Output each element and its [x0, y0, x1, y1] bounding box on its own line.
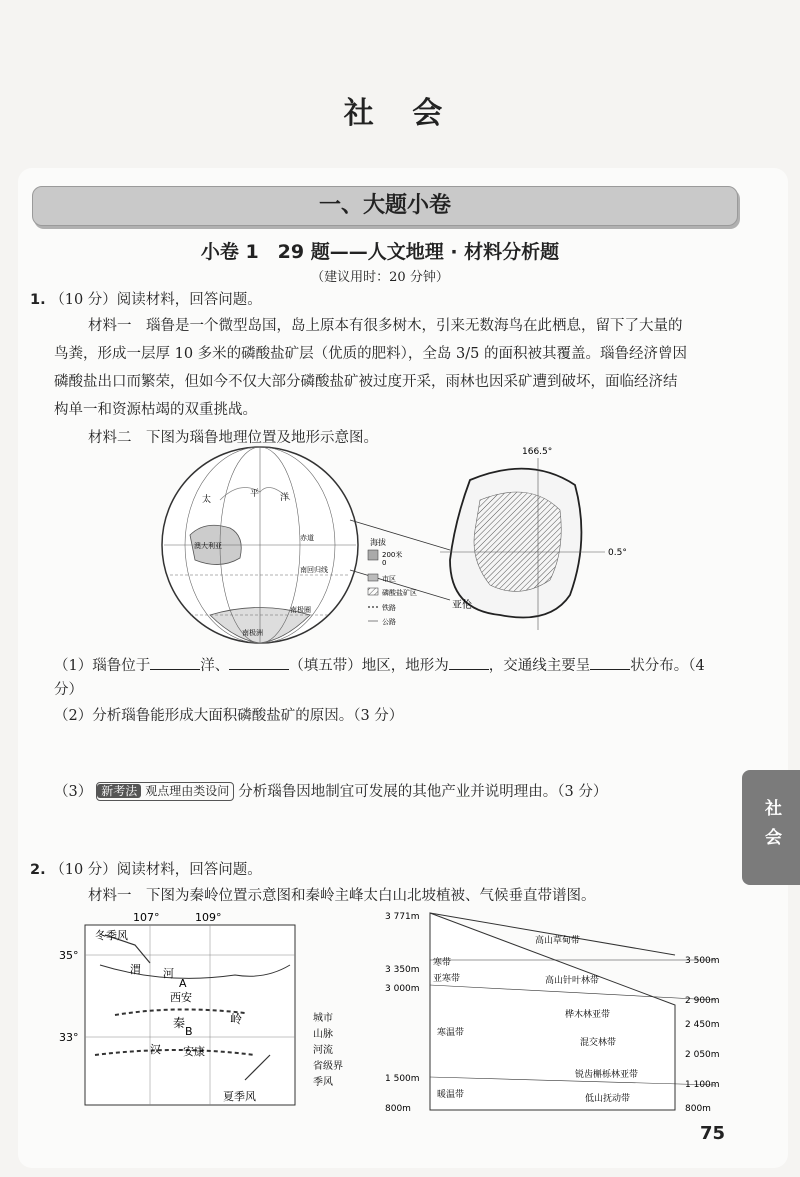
climate-subcold: 亚寒带	[433, 974, 461, 984]
label-wei: 渭	[130, 963, 141, 976]
veg-alpine-conifer: 高山针叶林带	[545, 976, 600, 986]
q1-material1-line2: 鸟粪，形成一层厚 10 多米的磷酸盐矿层（优质的肥料），全岛 3/5 的面积被其覆盖。瑙鲁经济曾因	[54, 346, 687, 362]
right-elev-2900: 2 900m	[685, 996, 720, 1006]
time-hint: （建议用时：20 分钟）	[311, 270, 449, 285]
label-han: 汉	[150, 1043, 161, 1056]
q1-part3: （3） 新考法 观点理由类设问 分析瑙鲁因地制宜可发展的其他产业并说明理由。（3 分）	[54, 784, 608, 800]
q1-header	[30, 290, 262, 310]
globe-label-equator: 赤道	[300, 534, 314, 542]
label-winter-monsoon: 冬季风	[95, 929, 128, 942]
island-map	[368, 447, 627, 630]
label-qin: 秦	[173, 1016, 186, 1030]
globe-label-tai: 太	[202, 495, 212, 505]
page-subject-title: 社 会	[343, 96, 457, 131]
lon-107: 107°	[133, 911, 160, 924]
q1-part2: （2）分析瑙鲁能形成大面积磷酸盐矿的原因。（3 分）	[54, 708, 404, 724]
lat-33: 33°	[59, 1031, 79, 1044]
island-town: 亚伦	[452, 600, 472, 611]
globe-label-antarctic-circle: 南极圈	[290, 606, 311, 614]
legend-border: 省级界	[313, 1061, 343, 1072]
lon-109: 109°	[195, 911, 222, 924]
legend-elevation: 海拔	[370, 538, 386, 547]
right-elev-800: 800m	[685, 1104, 711, 1114]
q1-part1: （1）瑙鲁位于 洋、 （填五带）地区，地形为 ，交通线主要呈 状分布。（4	[54, 658, 705, 674]
qinling-location-map	[55, 905, 375, 1115]
veg-alpine-meadow: 高山草甸带	[535, 936, 581, 946]
label-ling: 岭	[230, 1012, 243, 1026]
island-longitude: 166.5°	[522, 447, 553, 457]
legend-monsoon: 季风	[313, 1077, 333, 1088]
climate-cold: 寒带	[433, 958, 452, 968]
legend-city: 市区	[382, 575, 396, 583]
left-elev-3771: 3 771m	[385, 912, 420, 922]
globe-map	[162, 447, 358, 643]
q1-intro: （10 分）阅读材料，回答问题。	[50, 292, 262, 308]
q2-number: 2.	[30, 862, 46, 878]
q2-intro: （10 分）阅读材料，回答问题。	[50, 862, 262, 878]
label-a: A	[179, 977, 187, 990]
label-summer-monsoon: 夏季风	[223, 1090, 256, 1103]
q1-material1-line3: 磷酸盐出口而繁荣，但如今不仅大部分磷酸盐矿被过度开采，雨林也因采矿遭到破坏，面临经济结	[54, 374, 678, 390]
legend-phosphate: 磷酸盐矿区	[382, 589, 417, 597]
q1-material1-line4: 构单一和资源枯竭的双重挑战。	[54, 402, 257, 418]
label-b: B	[185, 1025, 193, 1038]
climate-warmtemperate: 暖温带	[437, 1090, 465, 1100]
new-method-badge: 新考法 观点理由类设问	[96, 782, 234, 801]
veg-mixed: 混交林带	[580, 1038, 617, 1048]
q1-number: 1.	[30, 292, 46, 308]
legend-mountain: 山脉	[313, 1029, 333, 1040]
section-banner: 一、大题小卷	[32, 186, 738, 226]
right-elev-2050: 2 050m	[685, 1050, 720, 1060]
island-latitude: 0.5°	[608, 548, 627, 558]
veg-birch: 桦木林亚带	[565, 1010, 611, 1020]
legend-200m: 200米	[382, 551, 403, 559]
q1-material2: 材料二 下图为瑙鲁地理位置及地形示意图。	[88, 430, 378, 446]
vertical-zonation-profile	[385, 905, 740, 1120]
climate-coldtemperate: 寒温带	[437, 1028, 465, 1038]
legend-0: 0	[382, 559, 387, 567]
side-tab-social: 社会	[742, 770, 800, 885]
left-elev-800: 800m	[385, 1104, 411, 1114]
globe-label-ping: 平	[250, 489, 260, 499]
globe-label-antarctica: 南极洲	[242, 629, 263, 637]
label-ankang: 安康	[183, 1045, 205, 1058]
lat-35: 35°	[59, 949, 79, 962]
label-he: 河	[163, 967, 174, 980]
veg-oak: 锐齿槲栎林亚带	[575, 1070, 639, 1080]
label-xian: 西安	[170, 991, 192, 1004]
right-elev-1100: 1 100m	[685, 1080, 720, 1090]
q1-material1-line1: 材料一 瑙鲁是一个微型岛国，岛上原本有很多树木，引来无数海鸟在此栖息，留下了大量的	[88, 318, 683, 334]
legend-city: 城市	[313, 1013, 333, 1024]
q2-header	[30, 860, 262, 880]
q1-part1-end: 分）	[54, 682, 83, 698]
veg-lowland: 低山抚动带	[585, 1094, 631, 1104]
right-elev-2450: 2 450m	[685, 1020, 720, 1030]
legend-railway: 铁路	[382, 604, 396, 612]
page-number: 75	[700, 1123, 726, 1144]
q2-material1: 材料一 下图为秦岭位置示意图和秦岭主峰太白山北坡植被、气候垂直带谱图。	[88, 888, 596, 904]
left-elev-3000: 3 000m	[385, 984, 420, 994]
right-elev-3500: 3 500m	[685, 956, 720, 966]
legend-river: 河流	[313, 1045, 333, 1056]
globe-label-yang: 洋	[280, 493, 290, 503]
globe-label-tropic: 南回归线	[300, 566, 328, 574]
globe-label-australia: 澳大利亚	[194, 542, 222, 550]
nauru-location-figure	[150, 440, 650, 650]
left-elev-1500: 1 500m	[385, 1074, 420, 1084]
left-elev-3350: 3 350m	[385, 965, 420, 975]
quiz-title: 小卷 1 29 题——人文地理 · 材料分析题	[200, 241, 560, 263]
legend-road: 公路	[382, 618, 396, 626]
